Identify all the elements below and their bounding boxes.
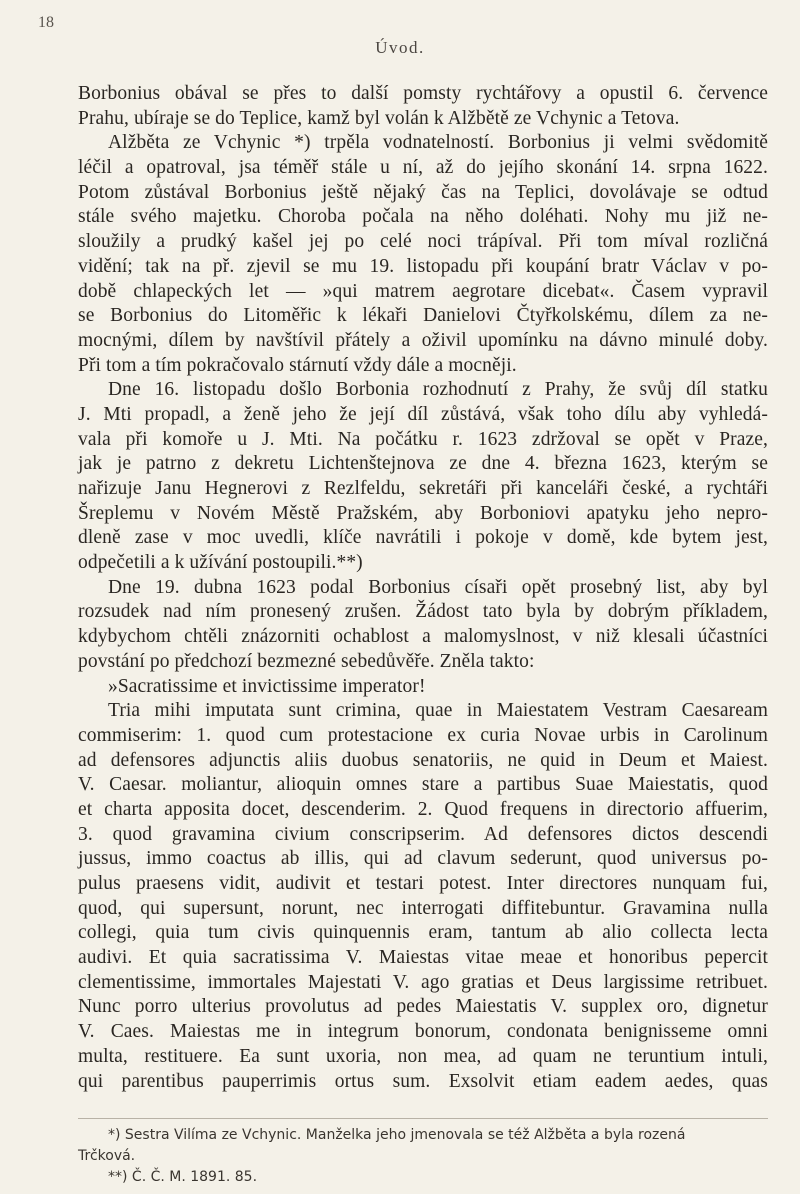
page-number: 18 — [38, 14, 54, 31]
text-line: J. Mti propadl, a ženě jeho že její díl zůstává, však toho dílu aby vyhledá- — [78, 403, 768, 425]
text-line: Při tom a tím pokračovalo stárnutí vždy dále a mocněji. — [78, 354, 517, 376]
text-line: clementissime, immortales Majestati V. ago gratias et Deus largissime retribuet. — [78, 971, 768, 993]
text-line: mocnými, dílem by navštívil přátely a oživil upomínku na dávno minulé doby. — [78, 329, 768, 351]
text-line: pulus praesens vidit, audivit et testari potest. Inter directores nunquam fui, — [78, 873, 768, 894]
text-line: Alžběta ze Vchynic *) trpěla vodnatelností. Borbonius ji velmi svědomitě — [108, 132, 768, 154]
footnote-line: **) Č. Č. M. 1891. 85. — [108, 1169, 258, 1185]
text-line: době chlapeckých let — »qui matrem aegrotare dicebat«. Časem vypravil — [78, 280, 768, 302]
text-line: stále svého majetku. Choroba počala na něho doléhati. Nohy mu již ne- — [78, 206, 768, 228]
text-line: kdybychom chtěli znázorniti ochablost a malomyslnost, v niž klesali účastníci — [78, 626, 768, 648]
text-line: »Sacratissime et invictissime imperator! — [108, 675, 426, 697]
text-line: jussus, immo coactus ab illis, qui ad clavum sederunt, quod universus po- — [78, 848, 768, 870]
text-line: audivi. Et quia sacratissima V. Maiestas vitae meae et honoribus pepercit — [78, 947, 768, 969]
text-line: Dne 16. listopadu došlo Borbonia rozhodnutí z Prahy, že svůj díl statku — [108, 379, 768, 401]
text-line: Potom zůstával Borbonius ještě nějaký čas na Teplici, dovolávaje se odtud — [78, 181, 768, 203]
text-line: vidění; tak na př. zjevil se mu 19. listopadu při koupání bratr Václav v po- — [78, 255, 768, 277]
footnote-line: Trčková. — [78, 1148, 136, 1164]
text-line: povstání po předchozí bezmezné sebedůvěře. Zněla takto: — [78, 650, 535, 672]
footnotes — [78, 1118, 768, 1188]
text-line: V. Caes. Maiestas me in integrum bonorum, condonata benignisseme omni — [78, 1021, 768, 1043]
text-line: vala při komoře u J. Mti. Na počátku r. 1623 zdržoval se opět v Praze, — [78, 428, 768, 450]
text-line: Borbonius obával se přes to další pomsty rychtářovy a opustil 6. července — [78, 83, 768, 104]
text-line: Prahu, ubíraje se do Teplice, kamž byl volán k Alžbětě ze Vchynic a Tetova. — [78, 107, 680, 129]
text-line: commiserim: 1. quod cum protestacione ex curia Novae urbis in Carolinum — [78, 724, 768, 746]
text-line: odpečetili a k užívání postoupili.**) — [78, 552, 363, 574]
text-line: ad defensores adjunctis aliis duobus senatoriis, ne quid in Deum et Maiest. — [78, 749, 768, 771]
text-line: qui parentibus pauperrimis ortus sum. Exsolvit etiam eadem aedes, quas — [78, 1070, 768, 1092]
text-line: Tria mihi imputata sunt crimina, quae in Maiestatem Vestram Caesaream — [108, 700, 768, 722]
footnote-line: *) Sestra Vilíma ze Vchynic. Manželka jeho jmenovala se též Alžběta a byla rozená — [108, 1127, 686, 1143]
text-line: nařizuje Janu Hegnerovi z Rezlfeldu, sekretáři při kanceláři české, a rychtáři — [78, 478, 768, 499]
body-text — [78, 82, 768, 1094]
text-line: jak je patrno z dekretu Lichtenštejnova ze dne 4. března 1623, kterým se — [78, 453, 768, 475]
text-line: sloužily a prudký kašel jej po celé noci trápíval. Při tom míval rozličná — [78, 231, 768, 253]
text-line: se Borbonius do Litoměřic k lékaři Danielovi Čtyřkolskému, dílem za ne- — [78, 305, 768, 327]
text-line: Nunc porro ulterius provolutus ad pedes Maiestatis V. supplex oro, dignetur — [78, 996, 768, 1018]
text-line: multa, restituere. Ea sunt uxoria, non mea, ad quam ne teruntium intuli, — [78, 1045, 768, 1067]
text-line: léčil a opatroval, jsa téměř stále u ní, až do jejího skonání 14. srpna 1622. — [78, 157, 768, 179]
text-line: quod, qui supersunt, norunt, nec interrogati diffitebuntur. Gravamina nulla — [78, 897, 768, 919]
running-title: Úvod. — [375, 38, 425, 57]
text-line: collegi, quia tum civis quinquennis eram, tantum ab alio collecta lecta — [78, 922, 768, 944]
text-line: dleně zase v moc uvedli, klíče navrátili i pokoje v domě, kde bytem jest, — [78, 527, 768, 549]
text-line: et charta apposita docet, descenderim. 2. Quod frequens in directorio affuerim, — [78, 798, 768, 820]
text-line: Dne 19. dubna 1623 podal Borbonius císaři opět prosebný list, aby byl — [108, 576, 768, 598]
text-line: V. Caesar. moliantur, alioquin omnes stare a partibus Suae Maiestatis, quod — [78, 774, 768, 796]
text-line: 3. quod gravamina civium conscripserim. Ad defensores dictos descendi — [78, 823, 768, 845]
text-line: Šreplemu v Novém Městě Pražském, aby Borboniovi apatyku jeho nepro- — [78, 502, 768, 524]
text-line: rozsudek nad ním pronesený zrušen. Žádost tato byla by dobrým příkladem, — [78, 601, 768, 623]
